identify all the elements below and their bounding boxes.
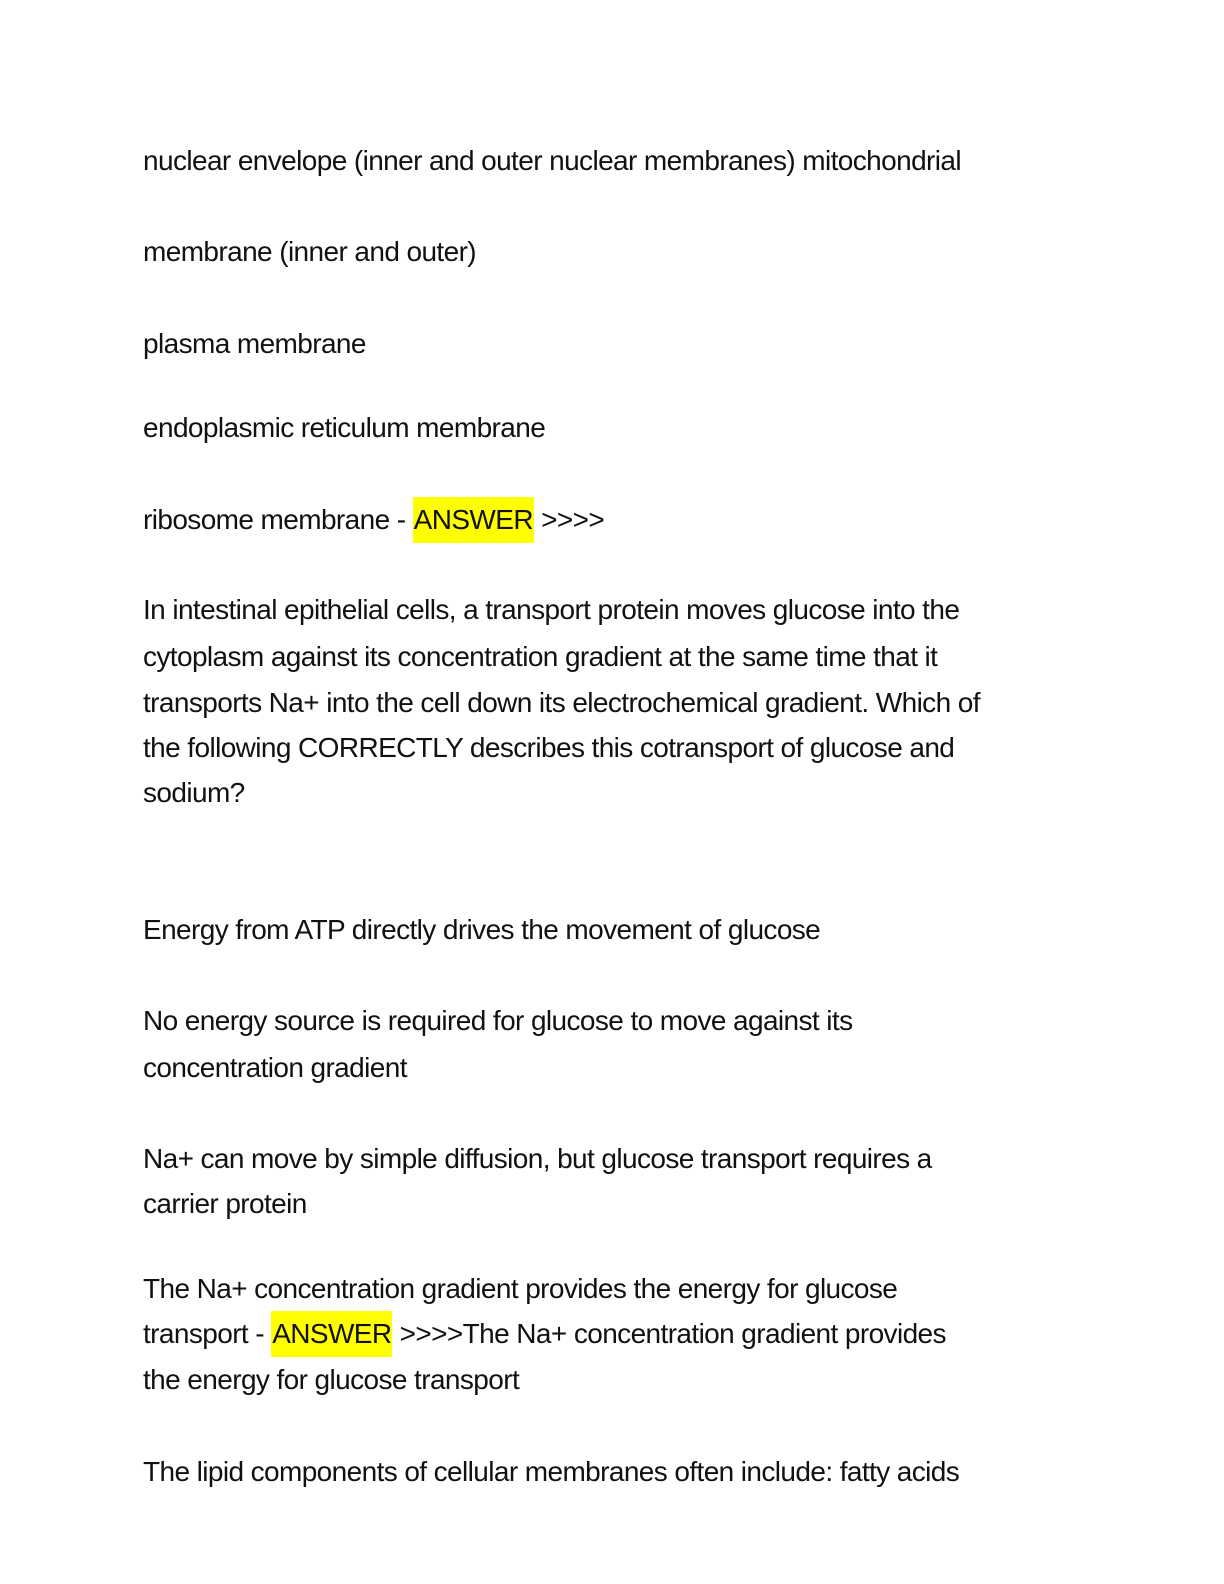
answer-prefix: ribosome membrane - bbox=[143, 504, 413, 535]
answer-highlight: ANSWER bbox=[271, 1311, 392, 1357]
answer-suffix: >>>> bbox=[533, 504, 605, 535]
answer-line bbox=[143, 1311, 946, 1357]
question-line: cytoplasm against its concentration gradient at the same time that it bbox=[143, 641, 938, 672]
question-line: transports Na+ into the cell down its electrochemical gradient. Which of bbox=[143, 687, 980, 718]
question-line: The lipid components of cellular membranes often include: fatty acids bbox=[143, 1456, 960, 1487]
option-line: No energy source is required for glucose to move against its bbox=[143, 1005, 853, 1036]
answer-highlight: ANSWER bbox=[413, 497, 534, 543]
text-line: plasma membrane bbox=[143, 328, 366, 359]
text-line: endoplasmic reticulum membrane bbox=[143, 412, 546, 443]
text-line: nuclear envelope (inner and outer nuclear membranes) mitochondrial bbox=[143, 145, 961, 176]
answer-suffix: >>>>The Na+ concentration gradient provides bbox=[392, 1318, 946, 1349]
answer-line bbox=[143, 497, 604, 543]
option-line: The Na+ concentration gradient provides the energy for glucose bbox=[143, 1273, 898, 1304]
text-line: the energy for glucose transport bbox=[143, 1364, 520, 1395]
option-line: concentration gradient bbox=[143, 1052, 407, 1083]
question-line: the following CORRECTLY describes this cotransport of glucose and bbox=[143, 732, 955, 763]
option-line: Energy from ATP directly drives the movement of glucose bbox=[143, 914, 821, 945]
option-line: carrier protein bbox=[143, 1188, 307, 1219]
question-line: In intestinal epithelial cells, a transport protein moves glucose into the bbox=[143, 594, 960, 625]
question-line: sodium? bbox=[143, 777, 245, 808]
answer-prefix: transport - bbox=[143, 1318, 272, 1349]
text-line: membrane (inner and outer) bbox=[143, 236, 477, 267]
option-line: Na+ can move by simple diffusion, but glucose transport requires a bbox=[143, 1143, 932, 1174]
